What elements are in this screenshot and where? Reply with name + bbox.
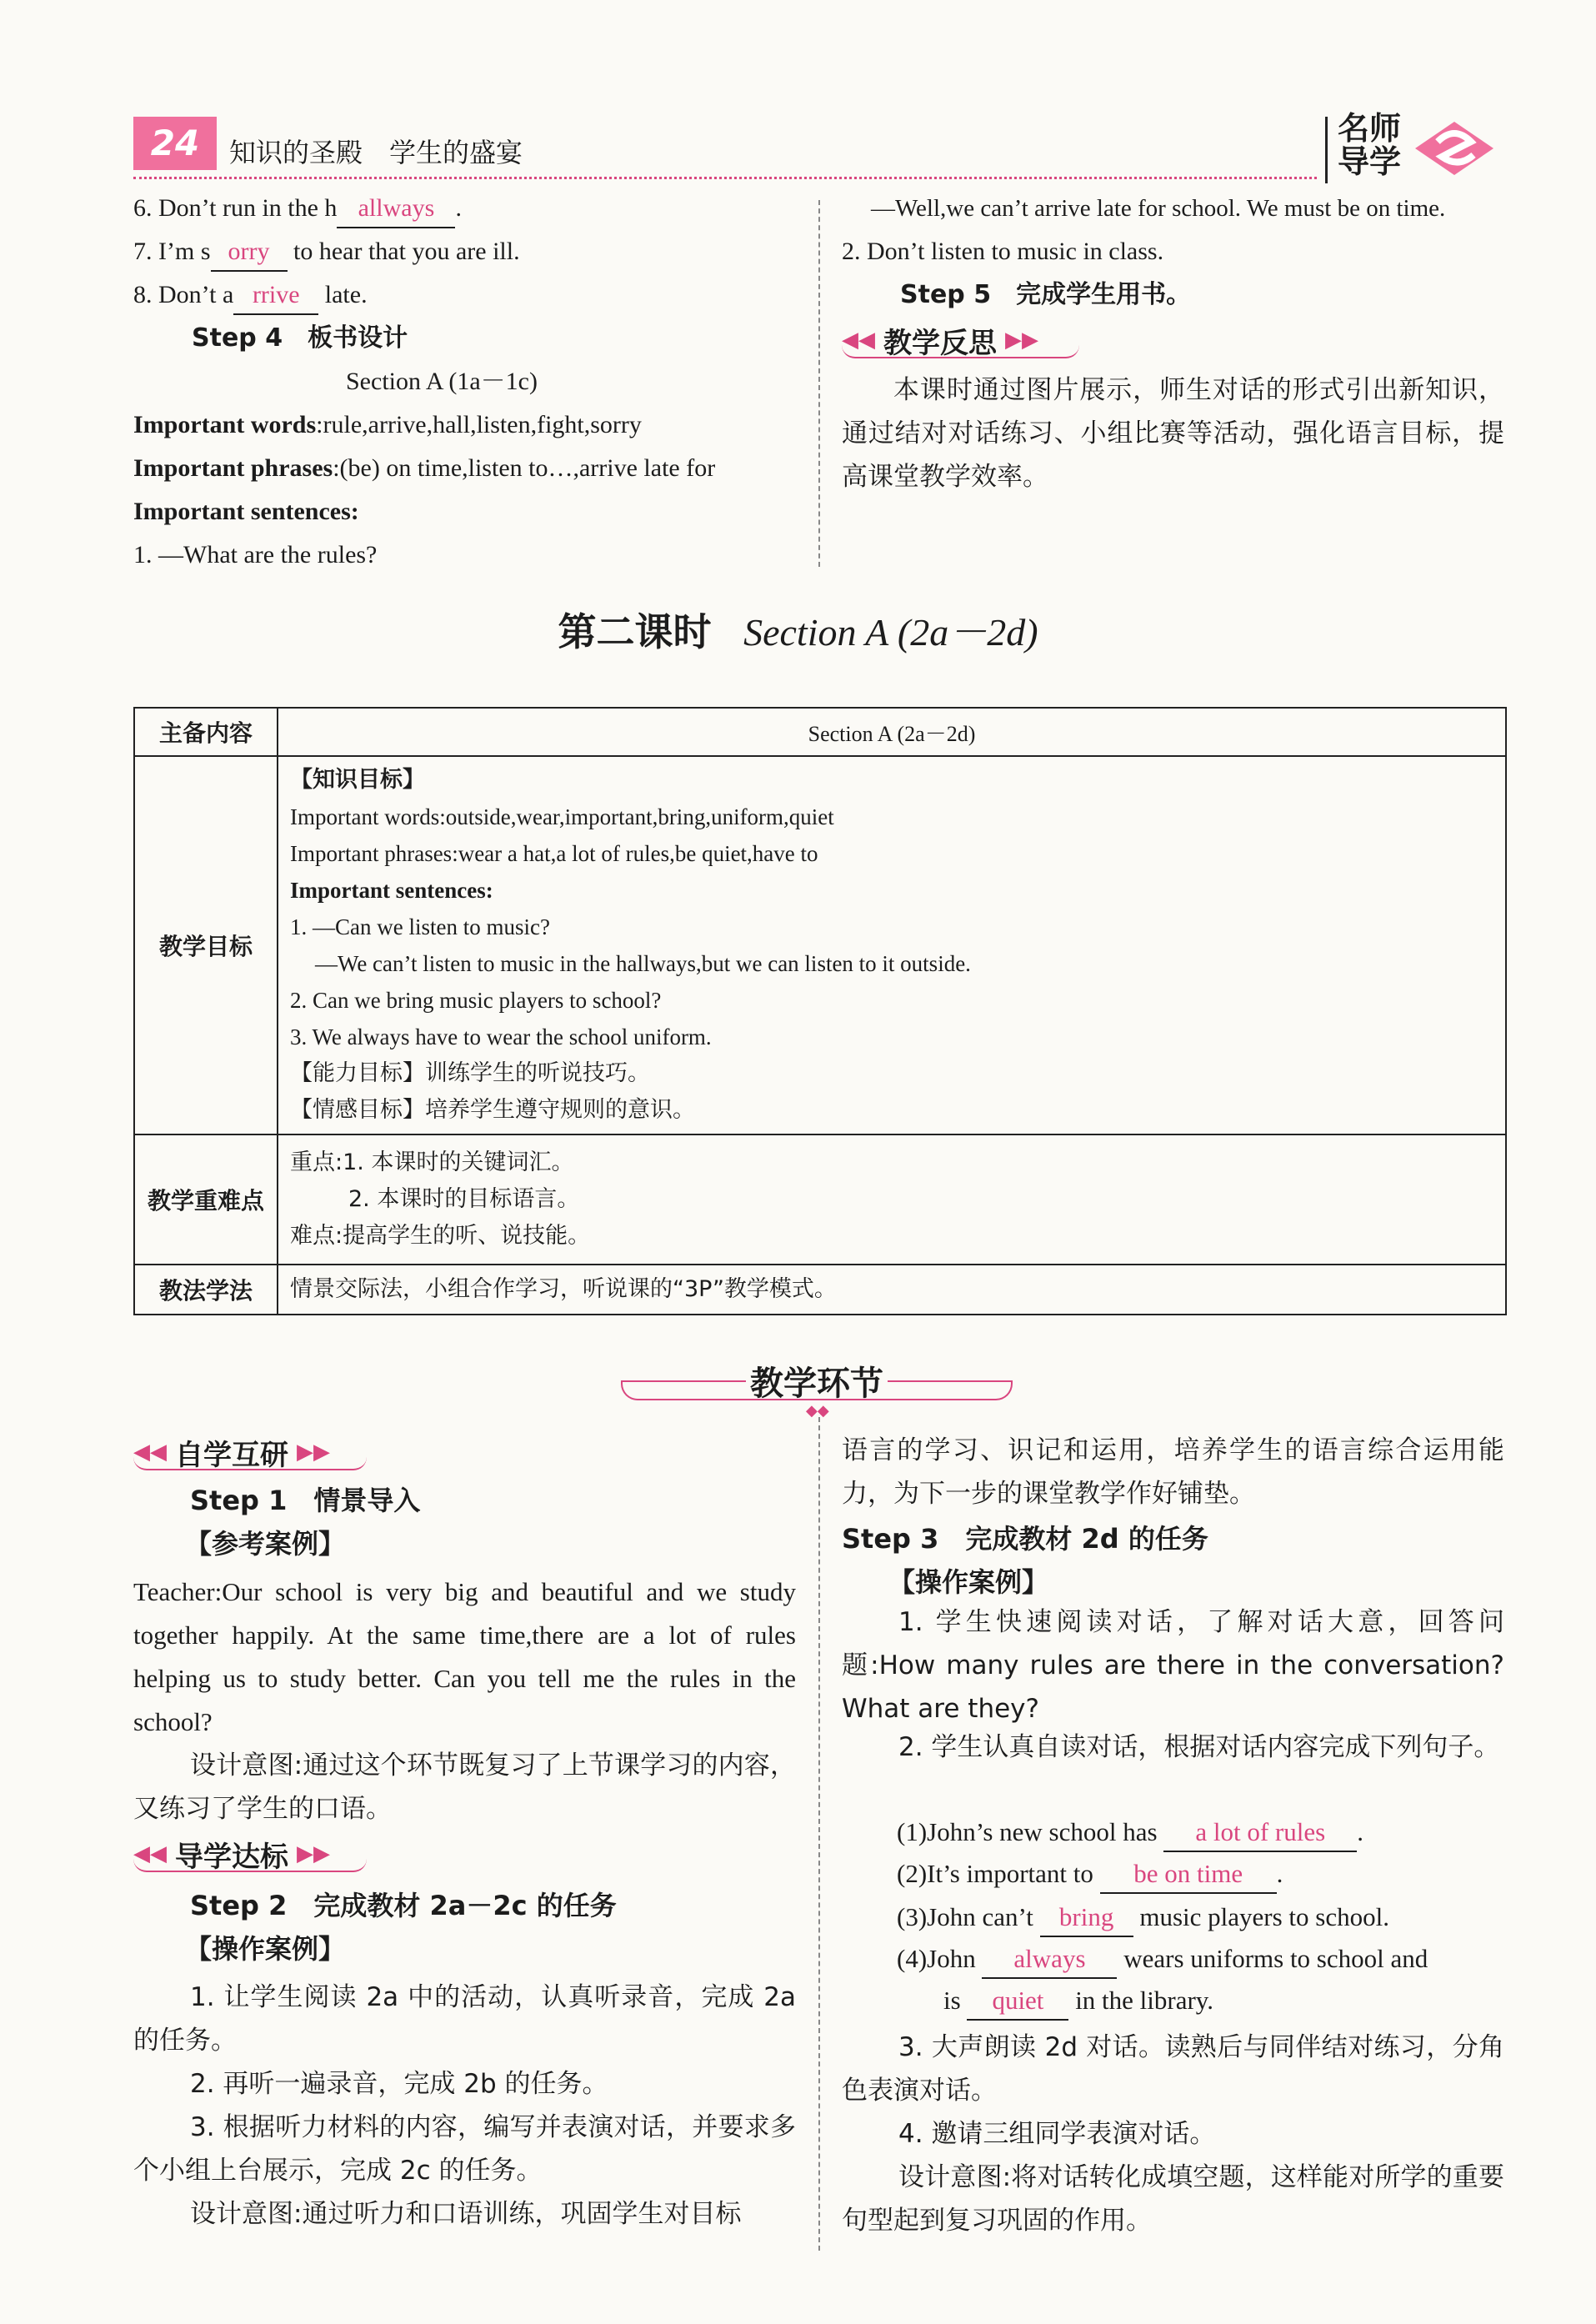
fill-sentence-4: (4)John always wears uniforms to school and bbox=[897, 1941, 1428, 1979]
item-6: 6. Don’t run in the h allways . bbox=[133, 190, 462, 228]
answer-blank: a lot of rules bbox=[1163, 1814, 1357, 1852]
left-arrow-icon: ◀◀ bbox=[842, 328, 875, 353]
step-2-item-2: 2. 再听一遍录音，完成 2b 的任务。 bbox=[190, 2069, 608, 2099]
row-content bbox=[278, 1134, 1506, 1265]
operation-case-label: 【操作案例】 bbox=[185, 1933, 346, 1965]
step-2-heading: Step 2 完成教材 2a－2c 的任务 bbox=[190, 1890, 617, 1921]
lesson-plan-table bbox=[133, 707, 1507, 1315]
right-arrow-icon: ▶▶ bbox=[297, 1841, 330, 1866]
focus-line: 重点:1. 本课时的关键词汇。 bbox=[290, 1149, 574, 1175]
banner-diamond-icon: ◆◆ bbox=[806, 1402, 829, 1420]
reflection-tag: ◀◀ 教学反思 ▶▶ bbox=[842, 320, 1079, 360]
step-2-item-1: 1. 让学生阅读 2a 中的活动，认真听录音，完成 2a 的任务。 bbox=[133, 1982, 796, 2056]
important-phrases: Important phrases:(be) on time,listen to…,arrive late for bbox=[133, 454, 716, 482]
rule-line-2: 2. Don’t listen to music in class. bbox=[842, 238, 1164, 265]
guided-study-tag: ◀◀ 导学达标 ▶▶ bbox=[133, 1834, 367, 1874]
item-8: 8. Don’t a rrive late. bbox=[133, 277, 368, 315]
header-divider bbox=[1325, 117, 1328, 183]
header-rule bbox=[133, 177, 1317, 179]
row-label: 教学目标 bbox=[134, 756, 278, 1134]
right-arrow-icon: ▶▶ bbox=[297, 1440, 330, 1465]
teacher-intro: Teacher:Our school is very big and beautiful and we study together happily. At the same time,there are a lot of rules helping us to study better. Can you tell me the rules in the school? bbox=[133, 1577, 796, 1736]
answer-blank: bring bbox=[1040, 1899, 1133, 1937]
right-arrow-icon: ▶▶ bbox=[1005, 328, 1038, 353]
row-label: 教法学法 bbox=[134, 1265, 278, 1315]
brand-line2: 导学 bbox=[1338, 143, 1402, 180]
design-intent-continued: 语言的学习、识记和运用，培养学生的语言综合运用能力，为下一步的课堂教学作好铺垫。 bbox=[842, 1435, 1504, 1509]
answer-blank: orry bbox=[211, 233, 288, 272]
design-intent-1: 设计意图:通过这个环节既复习了上节课学习的内容，又练习了学生的口语。 bbox=[133, 1751, 796, 1824]
self-study-tag: ◀◀ 自学互研 ▶▶ bbox=[133, 1432, 367, 1472]
important-words: Important words:rule,arrive,hall,listen,fight,sorry bbox=[133, 411, 642, 438]
reflection-text: 本课时通过图片展示，师生对话的形式引出新知识，通过结对对话练习、小组比赛等活动，强化语言目标，提高课堂教学效率。 bbox=[842, 375, 1504, 492]
column-divider-bottom bbox=[818, 1417, 820, 2251]
brand-emblem-icon bbox=[1408, 117, 1500, 180]
focus-line: 难点:提高学生的听、说技能。 bbox=[290, 1223, 591, 1249]
step-3-item-4: 4. 邀请三组同学表演对话。 bbox=[898, 2119, 1216, 2149]
goal-line: Important phrases:wear a hat,a lot of rules,be quiet,have to bbox=[290, 841, 818, 866]
step-3-item-2: 2. 学生认真自读对话，根据对话内容完成下列句子。 bbox=[898, 1732, 1500, 1762]
header-slogan: 知识的圣殿 学生的盛宴 bbox=[229, 137, 523, 168]
goal-line: —We can’t listen to music in the hallways,but we can listen to it outside. bbox=[315, 951, 971, 976]
row-content bbox=[278, 756, 1506, 1134]
answer-blank: rrive bbox=[233, 277, 318, 315]
answer-blank: quiet bbox=[967, 1982, 1068, 2021]
table-row bbox=[134, 1265, 1506, 1315]
sentence-1: 1. —What are the rules? bbox=[133, 541, 378, 568]
fill-sentence-1: (1)John’s new school has a lot of rules . bbox=[897, 1814, 1363, 1852]
row-label: 主备内容 bbox=[134, 708, 278, 756]
page-number: 24 bbox=[133, 117, 217, 170]
answer-blank: be on time bbox=[1100, 1856, 1277, 1894]
left-arrow-icon: ◀◀ bbox=[133, 1841, 167, 1866]
goal-line: 【知识目标】 bbox=[290, 767, 425, 793]
step-5-heading: Step 5 完成学生用书。 bbox=[900, 280, 1192, 309]
goal-line: 【情感目标】培养学生遵守规则的意识。 bbox=[290, 1097, 695, 1123]
goal-line: Important words:outside,wear,important,bring,uniform,quiet bbox=[290, 804, 834, 829]
board-section-label: Section A (1a－1c) bbox=[346, 368, 538, 395]
focus-line: 2. 本课时的目标语言。 bbox=[348, 1186, 580, 1212]
goal-line: 【能力目标】训练学生的听说技巧。 bbox=[290, 1060, 650, 1086]
important-sentences-label: Important sentences: bbox=[133, 498, 359, 525]
reference-case-label: 【参考案例】 bbox=[185, 1528, 346, 1560]
step-2-item-3: 3. 根据听力材料的内容，编写并表演对话，并要求多个小组上台展示，完成 2c 的任务。 bbox=[133, 2112, 796, 2186]
answer-line: —Well,we can’t arrive late for school. We must be on time. bbox=[871, 195, 1446, 222]
design-intent-2: 设计意图:通过听力和口语训练，巩固学生对目标 bbox=[190, 2199, 742, 2229]
left-arrow-icon: ◀◀ bbox=[133, 1440, 167, 1465]
answer-blank: allways bbox=[337, 190, 455, 228]
step-3-heading: Step 3 完成教材 2d 的任务 bbox=[842, 1523, 1208, 1555]
goal-line: Important sentences: bbox=[290, 878, 493, 903]
table-row bbox=[134, 756, 1506, 1134]
step-3-item-3: 3. 大声朗读 2d 对话。读熟后与同伴结对练习，分角色表演对话。 bbox=[842, 2032, 1504, 2106]
column-divider bbox=[818, 200, 820, 567]
answer-blank: always bbox=[982, 1941, 1117, 1979]
banner-title: 教学环节 bbox=[750, 1365, 883, 1403]
brand-line1: 名师 bbox=[1338, 110, 1402, 147]
fill-sentence-2: (2)It’s important to be on time . bbox=[897, 1856, 1283, 1894]
operation-case-label-2: 【操作案例】 bbox=[888, 1566, 1049, 1598]
goal-line: 1. —Can we listen to music? bbox=[290, 914, 550, 939]
row-label: 教学重难点 bbox=[134, 1134, 278, 1265]
fill-sentence-4b: is quiet in the library. bbox=[943, 1982, 1213, 2021]
step-4-heading: Step 4 板书设计 bbox=[192, 323, 408, 353]
row-content: 情景交际法，小组合作学习，听说课的“3P”教学模式。 bbox=[278, 1265, 1506, 1315]
design-intent-3: 设计意图:将对话转化成填空题，这样能对所学的重要句型起到复习巩固的作用。 bbox=[842, 2162, 1504, 2236]
fill-sentence-3: (3)John can’t bring music players to school. bbox=[897, 1899, 1389, 1937]
step-3-item-1: 1. 学生快速阅读对话，了解对话大意，回答问题:How many rules are there in the conversation? What are they? bbox=[842, 1607, 1504, 1724]
step-1-heading: Step 1 情景导入 bbox=[190, 1485, 421, 1516]
brand-logo bbox=[1338, 112, 1401, 178]
lesson-title: 第二课时 Section A (2a－2d) bbox=[558, 609, 1038, 654]
section-banner bbox=[621, 1357, 1013, 1420]
row-content: Section A (2a－2d) bbox=[278, 708, 1506, 756]
goal-line: 2. Can we bring music players to school? bbox=[290, 988, 662, 1013]
goal-line: 3. We always have to wear the school uniform. bbox=[290, 1024, 712, 1049]
table-row bbox=[134, 1134, 1506, 1265]
item-7: 7. I’m s orry to hear that you are ill. bbox=[133, 233, 520, 272]
table-row bbox=[134, 708, 1506, 756]
